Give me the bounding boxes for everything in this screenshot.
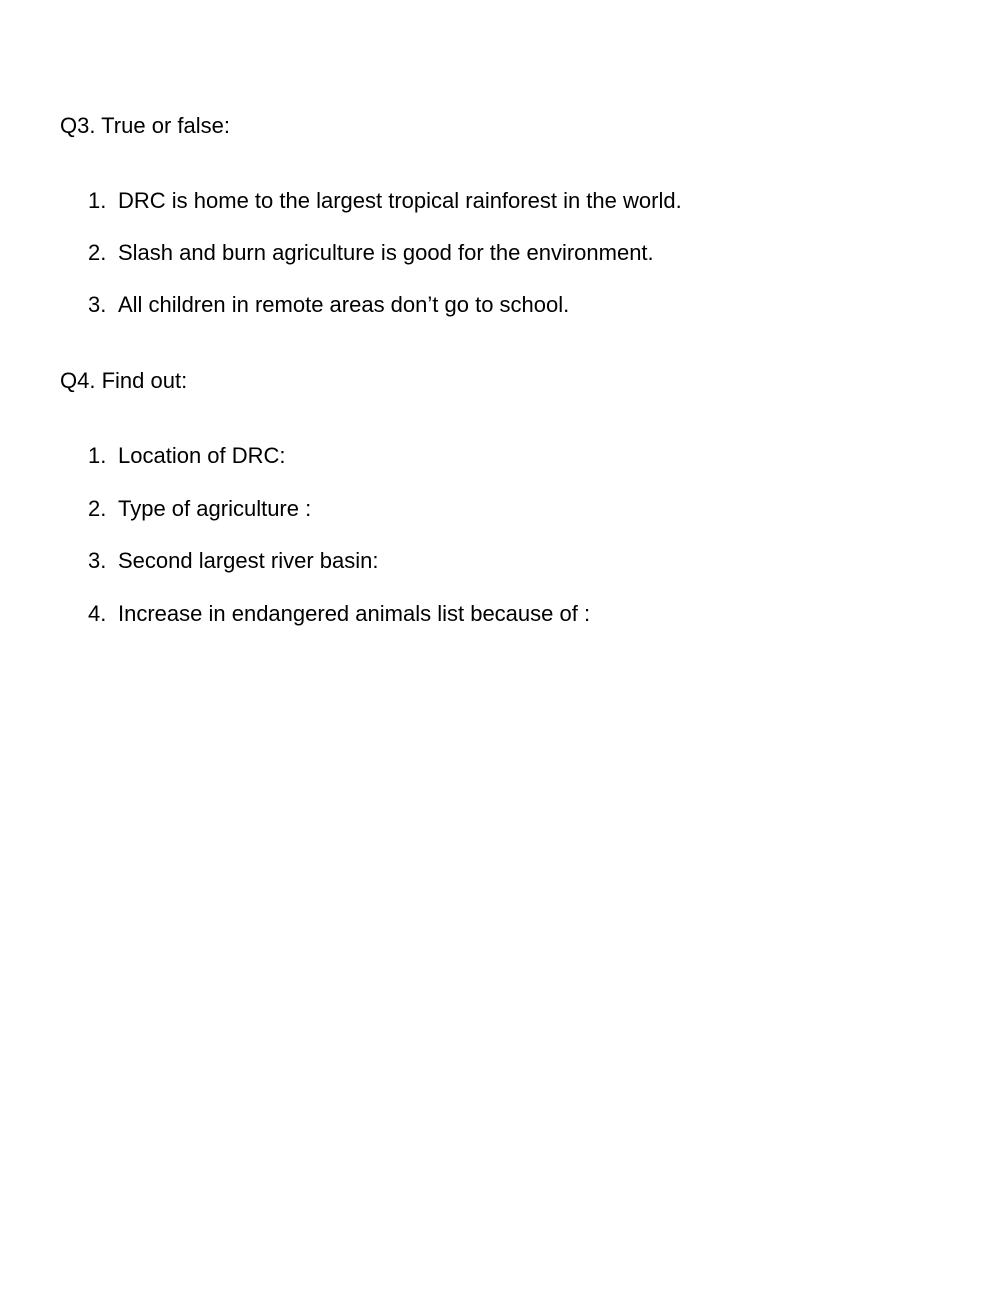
q4-item-4-number: 4.: [88, 601, 107, 626]
q3-item-1-number: 1.: [88, 188, 107, 213]
q3-item-1-text: DRC is home to the largest tropical rainforest in the world.: [118, 188, 682, 213]
q4-heading: Q4. Find out:: [60, 368, 188, 393]
q4-item-1-text: Location of DRC:: [118, 443, 286, 468]
q4-item-1-number: 1.: [88, 443, 107, 468]
q4-item-3-number: 3.: [88, 548, 107, 573]
q4-item-3-text: Second largest river basin:: [118, 548, 379, 573]
q4-item-4-text: Increase in endangered animals list because of :: [118, 601, 591, 626]
q4-item-2-number: 2.: [88, 496, 107, 521]
q4-item-2-text: Type of agriculture :: [118, 496, 312, 521]
q3-item-3-text: All children in remote areas don’t go to school.: [118, 292, 570, 317]
q3-item-2-number: 2.: [88, 240, 107, 265]
q3-heading: Q3. True or false:: [60, 113, 230, 138]
q3-item-2-text: Slash and burn agriculture is good for the environment.: [118, 240, 654, 265]
q3-item-3-number: 3.: [88, 292, 107, 317]
